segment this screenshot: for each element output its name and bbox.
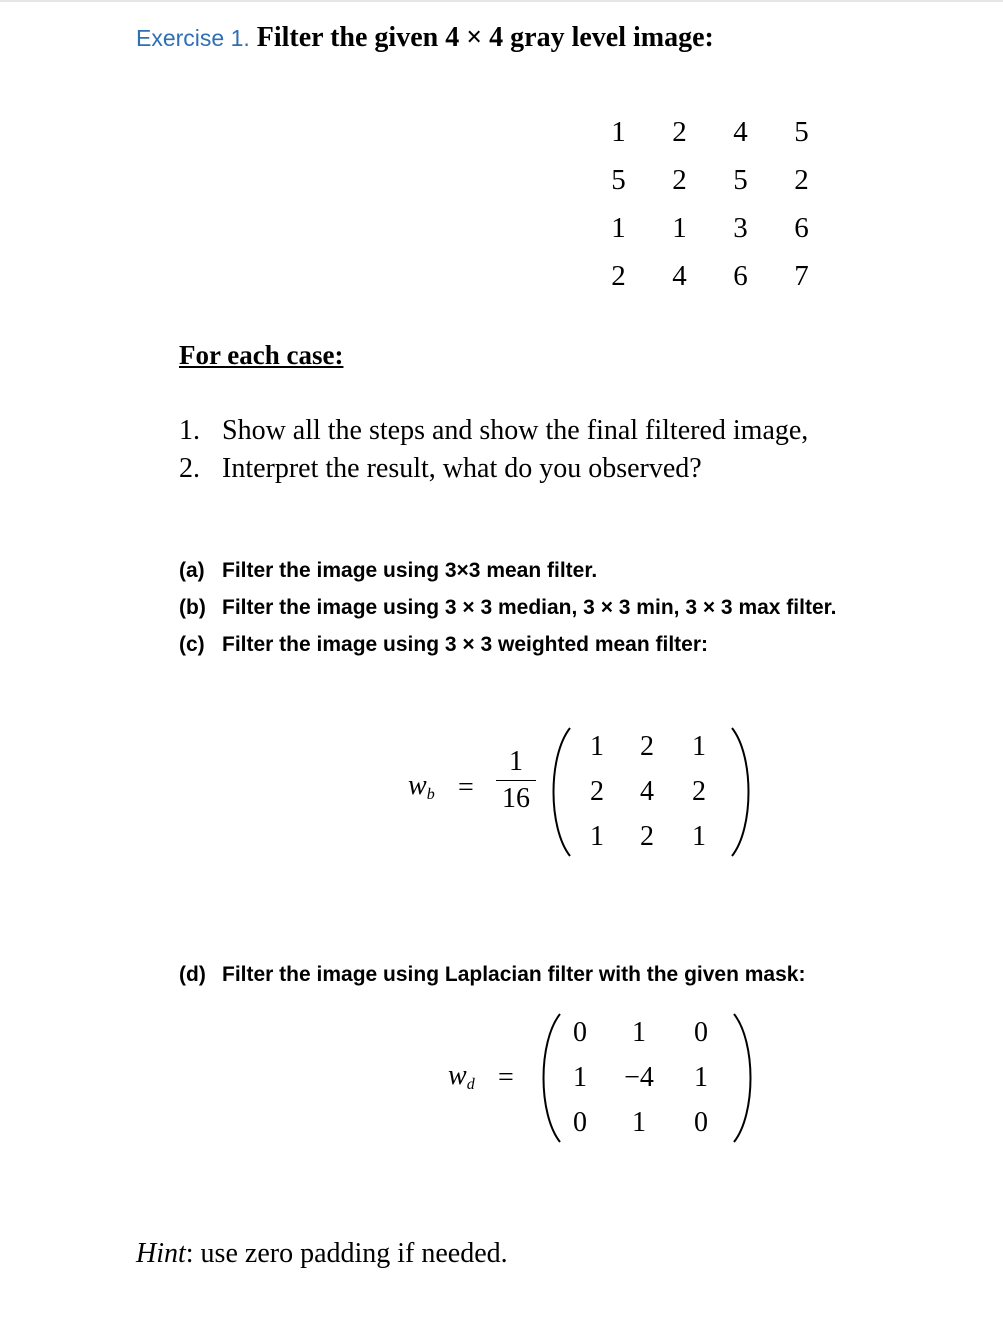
left-parenthesis bbox=[544, 726, 574, 858]
weighted-mask-variable bbox=[408, 770, 435, 804]
matrix-cell: 5 bbox=[611, 163, 626, 196]
weighted-mask-equation bbox=[408, 722, 768, 857]
matrix-cell: 1 bbox=[632, 1016, 646, 1048]
laplacian-mask-equation bbox=[448, 1010, 768, 1145]
list-item bbox=[179, 412, 808, 450]
matrix-cell: 1 bbox=[672, 211, 687, 244]
matrix-cell: 2 bbox=[590, 775, 604, 807]
fraction bbox=[496, 746, 536, 815]
task-text: Filter the image using Laplacian filter with the given mask: bbox=[222, 963, 806, 986]
right-parenthesis bbox=[730, 1012, 760, 1144]
right-parenthesis bbox=[728, 726, 758, 858]
top-rule bbox=[0, 0, 1003, 2]
matrix-row bbox=[572, 769, 726, 814]
matrix-cell: 5 bbox=[794, 115, 809, 148]
task-label: (d) bbox=[179, 963, 206, 986]
matrix-row bbox=[572, 724, 726, 769]
matrix-cell: −4 bbox=[624, 1061, 654, 1093]
laplacian-mask-matrix bbox=[558, 1010, 726, 1145]
fraction-numerator: 1 bbox=[509, 746, 523, 777]
matrix-cell: 4 bbox=[640, 775, 654, 807]
task-item bbox=[179, 626, 837, 663]
matrix-cell: 1 bbox=[590, 820, 604, 852]
matrix-cell: 1 bbox=[692, 730, 706, 762]
hint-text: : use zero padding if needed. bbox=[185, 1238, 508, 1269]
task-item bbox=[179, 552, 837, 589]
list-text: Interpret the result, what do you observed? bbox=[222, 453, 702, 484]
matrix-cell: 1 bbox=[694, 1061, 708, 1093]
matrix-cell: 1 bbox=[632, 1106, 646, 1138]
equals-sign: = bbox=[498, 1062, 514, 1093]
matrix-cell: 0 bbox=[694, 1106, 708, 1138]
list-item bbox=[179, 450, 808, 488]
matrix-cell: 0 bbox=[573, 1106, 587, 1138]
list-text: Show all the steps and show the final filtered image, bbox=[222, 415, 809, 446]
matrix-row bbox=[588, 108, 832, 156]
task-label: (a) bbox=[179, 559, 205, 582]
matrix-cell: 5 bbox=[733, 163, 748, 196]
task-label: (b) bbox=[179, 596, 206, 619]
matrix-cell: 2 bbox=[672, 115, 687, 148]
matrix-cell: 1 bbox=[611, 211, 626, 244]
weighted-mask-matrix bbox=[572, 724, 726, 859]
matrix-cell: 2 bbox=[640, 730, 654, 762]
task-text: Filter the image using 3×3 mean filter. bbox=[222, 559, 598, 582]
matrix-cell: 4 bbox=[672, 259, 687, 292]
exercise-title-text: Filter the given 4 × 4 gray level image: bbox=[256, 22, 714, 53]
matrix-cell: 1 bbox=[590, 730, 604, 762]
matrix-cell: 2 bbox=[692, 775, 706, 807]
matrix-cell: 4 bbox=[733, 115, 748, 148]
variable-subscript: d bbox=[466, 1076, 475, 1093]
tasks-list bbox=[179, 552, 837, 663]
matrix-cell: 1 bbox=[573, 1061, 587, 1093]
laplacian-mask-variable bbox=[448, 1060, 475, 1094]
matrix-cell: 2 bbox=[640, 820, 654, 852]
exercise-title bbox=[136, 18, 714, 58]
matrix-cell: 0 bbox=[694, 1016, 708, 1048]
matrix-cell: 3 bbox=[733, 211, 748, 244]
task-text: Filter the image using 3 × 3 weighted mean filter: bbox=[222, 633, 709, 656]
steps-list bbox=[179, 412, 808, 488]
list-number: 1. bbox=[179, 415, 200, 446]
matrix-cell: 1 bbox=[692, 820, 706, 852]
task-item bbox=[179, 589, 837, 626]
matrix-cell: 2 bbox=[611, 259, 626, 292]
exercise-label: Exercise 1. bbox=[136, 25, 250, 51]
list-number: 2. bbox=[179, 453, 200, 484]
matrix-row bbox=[588, 252, 832, 300]
variable-symbol: w bbox=[448, 1060, 467, 1091]
for-each-case-heading: For each case: bbox=[179, 340, 344, 370]
task-item-d bbox=[179, 956, 805, 993]
matrix-cell: 6 bbox=[733, 259, 748, 292]
fraction-denominator: 16 bbox=[502, 783, 530, 814]
hint-line bbox=[136, 1238, 508, 1270]
matrix-row bbox=[572, 814, 726, 859]
matrix-row bbox=[558, 1100, 726, 1145]
hint-label: Hint bbox=[136, 1238, 186, 1269]
matrix-cell: 7 bbox=[794, 259, 809, 292]
matrix-row bbox=[558, 1010, 726, 1055]
matrix-row bbox=[558, 1055, 726, 1100]
matrix-cell: 1 bbox=[611, 115, 626, 148]
matrix-cell: 2 bbox=[794, 163, 809, 196]
matrix-cell: 6 bbox=[794, 211, 809, 244]
task-text: Filter the image using 3 × 3 median, 3 × 3 min, 3 × 3 max filter. bbox=[222, 596, 837, 619]
equals-sign: = bbox=[458, 772, 474, 803]
fraction-bar bbox=[496, 780, 536, 781]
matrix-cell: 2 bbox=[672, 163, 687, 196]
gray-image-matrix bbox=[588, 108, 832, 300]
variable-symbol: w bbox=[408, 770, 427, 801]
matrix-row bbox=[588, 156, 832, 204]
variable-subscript: b bbox=[426, 786, 435, 803]
matrix-row bbox=[588, 204, 832, 252]
matrix-cell: 0 bbox=[573, 1016, 587, 1048]
task-label: (c) bbox=[179, 633, 205, 656]
